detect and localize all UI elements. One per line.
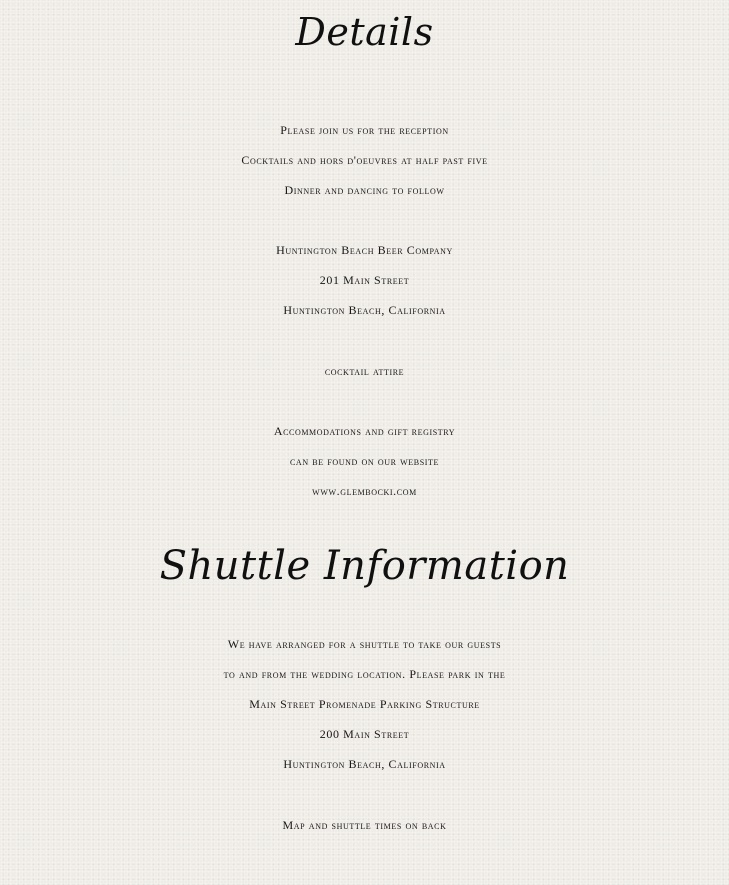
shuttle-heading: Shuttle Information — [159, 543, 570, 589]
cocktails-line: Cocktails and hors d'oeuvres at half past five — [241, 153, 488, 167]
registry-line: Accommodations and gift registry — [273, 424, 456, 438]
reception-invite-line: Please join us for the reception — [280, 123, 449, 137]
parking-street-line: 200 Main Street — [319, 727, 410, 741]
dinner-line: Dinner and dancing to follow — [284, 183, 445, 197]
shuttle-line: to and from the wedding location. Please park in the — [223, 667, 506, 681]
map-note: Map and shuttle times on back — [282, 818, 447, 832]
attire-line: cocktail attire — [324, 364, 405, 378]
website-url: www.glembocki.com — [312, 484, 417, 498]
shuttle-line: We have arranged for a shuttle to take our guests — [227, 637, 502, 651]
venue-city: Huntington Beach, California — [283, 303, 446, 317]
parking-city-line: Huntington Beach, California — [283, 757, 446, 771]
venue-street: 201 Main Street — [319, 273, 410, 287]
venue-name: Huntington Beach Beer Company — [276, 243, 453, 257]
website-info-line: can be found on our website — [290, 454, 439, 468]
details-heading: Details — [295, 10, 434, 54]
parking-structure-line: Main Street Promenade Parking Structure — [249, 697, 480, 711]
